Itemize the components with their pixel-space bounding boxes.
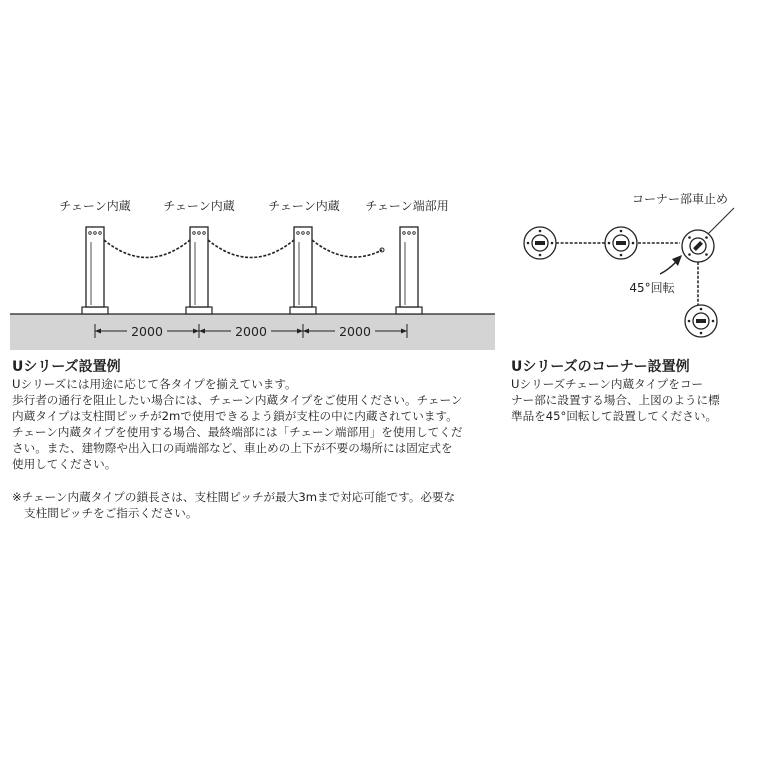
body-line: チェーン内蔵タイプを使用する場合、最終端部には「チェーン端部用」を使用してくだ bbox=[12, 425, 463, 439]
dimension-label-3: 2000 bbox=[339, 324, 371, 339]
post-body bbox=[190, 227, 208, 307]
post-label-2: チェーン内蔵 bbox=[163, 199, 235, 213]
post-base bbox=[396, 307, 422, 314]
bollard-post-1 bbox=[82, 227, 108, 314]
plan-post-bolt bbox=[620, 254, 623, 257]
plan-post-bolt bbox=[688, 253, 691, 256]
plan-post-bolt bbox=[688, 236, 691, 239]
rotation-label: 45°回転 bbox=[629, 281, 675, 295]
plan-post-bolt bbox=[700, 332, 703, 335]
plan-post-bolt bbox=[700, 308, 703, 311]
body-line: ナー部に設置する場合、上図のように標 bbox=[511, 393, 720, 407]
chain-3 bbox=[312, 240, 382, 257]
post-label-4: チェーン端部用 bbox=[365, 199, 449, 213]
body-line: さい。また、建物際や出入口の両端部など、車止めの上下が不要の場所には固定式を bbox=[12, 441, 453, 455]
elevation-diagram bbox=[10, 198, 495, 350]
body-line: Uシリーズチェーン内蔵タイプをコー bbox=[511, 377, 704, 391]
plan-post-bolt bbox=[705, 236, 708, 239]
right-section-title: Uシリーズのコーナー設置例 bbox=[511, 359, 690, 375]
dimension-label-1: 2000 bbox=[131, 324, 163, 339]
chain-2 bbox=[208, 240, 294, 258]
bollard-post-2 bbox=[186, 227, 212, 314]
note-line: ※チェーン内蔵タイプの鎖長さは、支柱間ピッチが最大3mまで対応可能です。必要な bbox=[12, 490, 456, 504]
left-section-title: Uシリーズ設置例 bbox=[12, 359, 121, 375]
corner-plan-diagram bbox=[524, 192, 734, 337]
left-section-note bbox=[12, 489, 455, 521]
post-label-1: チェーン内蔵 bbox=[59, 199, 131, 213]
bollard-post-4 bbox=[396, 227, 422, 314]
plan-post-1 bbox=[524, 227, 556, 259]
plan-post-bolt bbox=[608, 242, 611, 245]
plan-post-bolt bbox=[620, 230, 623, 233]
plan-post-slot bbox=[535, 241, 545, 245]
post-base bbox=[186, 307, 212, 314]
chain-1 bbox=[104, 240, 190, 258]
post-label-3: チェーン内蔵 bbox=[268, 199, 340, 213]
callout-label: コーナー部車止め bbox=[631, 192, 729, 206]
plan-post-corner bbox=[682, 230, 714, 262]
callout-leader bbox=[708, 208, 734, 234]
plan-post-2 bbox=[605, 227, 637, 259]
body-line: 内蔵タイプは支柱間ピッチが2mで使用できるよう鎖が支柱の中に内蔵されています。 bbox=[12, 409, 458, 423]
plan-post-slot bbox=[616, 241, 626, 245]
rotation-arrow bbox=[660, 262, 676, 274]
dimension-label-2: 2000 bbox=[235, 324, 267, 339]
post-body bbox=[294, 227, 312, 307]
plan-post-4 bbox=[685, 305, 717, 337]
plan-post-slot bbox=[696, 319, 706, 323]
plan-post-bolt bbox=[551, 242, 554, 245]
body-line: 歩行者の通行を阻止したい場合には、チェーン内蔵タイプをご使用ください。チェーン bbox=[12, 393, 463, 407]
body-line: 使用してください。 bbox=[12, 457, 117, 471]
plan-post-bolt bbox=[712, 320, 715, 323]
post-base bbox=[82, 307, 108, 314]
note-line: 支柱間ピッチをご指示ください。 bbox=[24, 506, 198, 520]
left-section-body bbox=[12, 376, 462, 472]
post-body bbox=[86, 227, 104, 307]
body-line: 準品を45°回転して設置してください。 bbox=[511, 409, 718, 423]
plan-post-bolt bbox=[539, 230, 542, 233]
post-body bbox=[400, 227, 418, 307]
right-section-body bbox=[511, 376, 720, 424]
body-line: Uシリーズには用途に応じて各タイプを揃えています。 bbox=[12, 377, 297, 391]
plan-post-bolt bbox=[539, 254, 542, 257]
bollard-post-3 bbox=[290, 227, 316, 314]
post-base bbox=[290, 307, 316, 314]
plan-post-bolt bbox=[688, 320, 691, 323]
plan-post-bolt bbox=[527, 242, 530, 245]
plan-post-bolt bbox=[705, 253, 708, 256]
plan-post-bolt bbox=[632, 242, 635, 245]
